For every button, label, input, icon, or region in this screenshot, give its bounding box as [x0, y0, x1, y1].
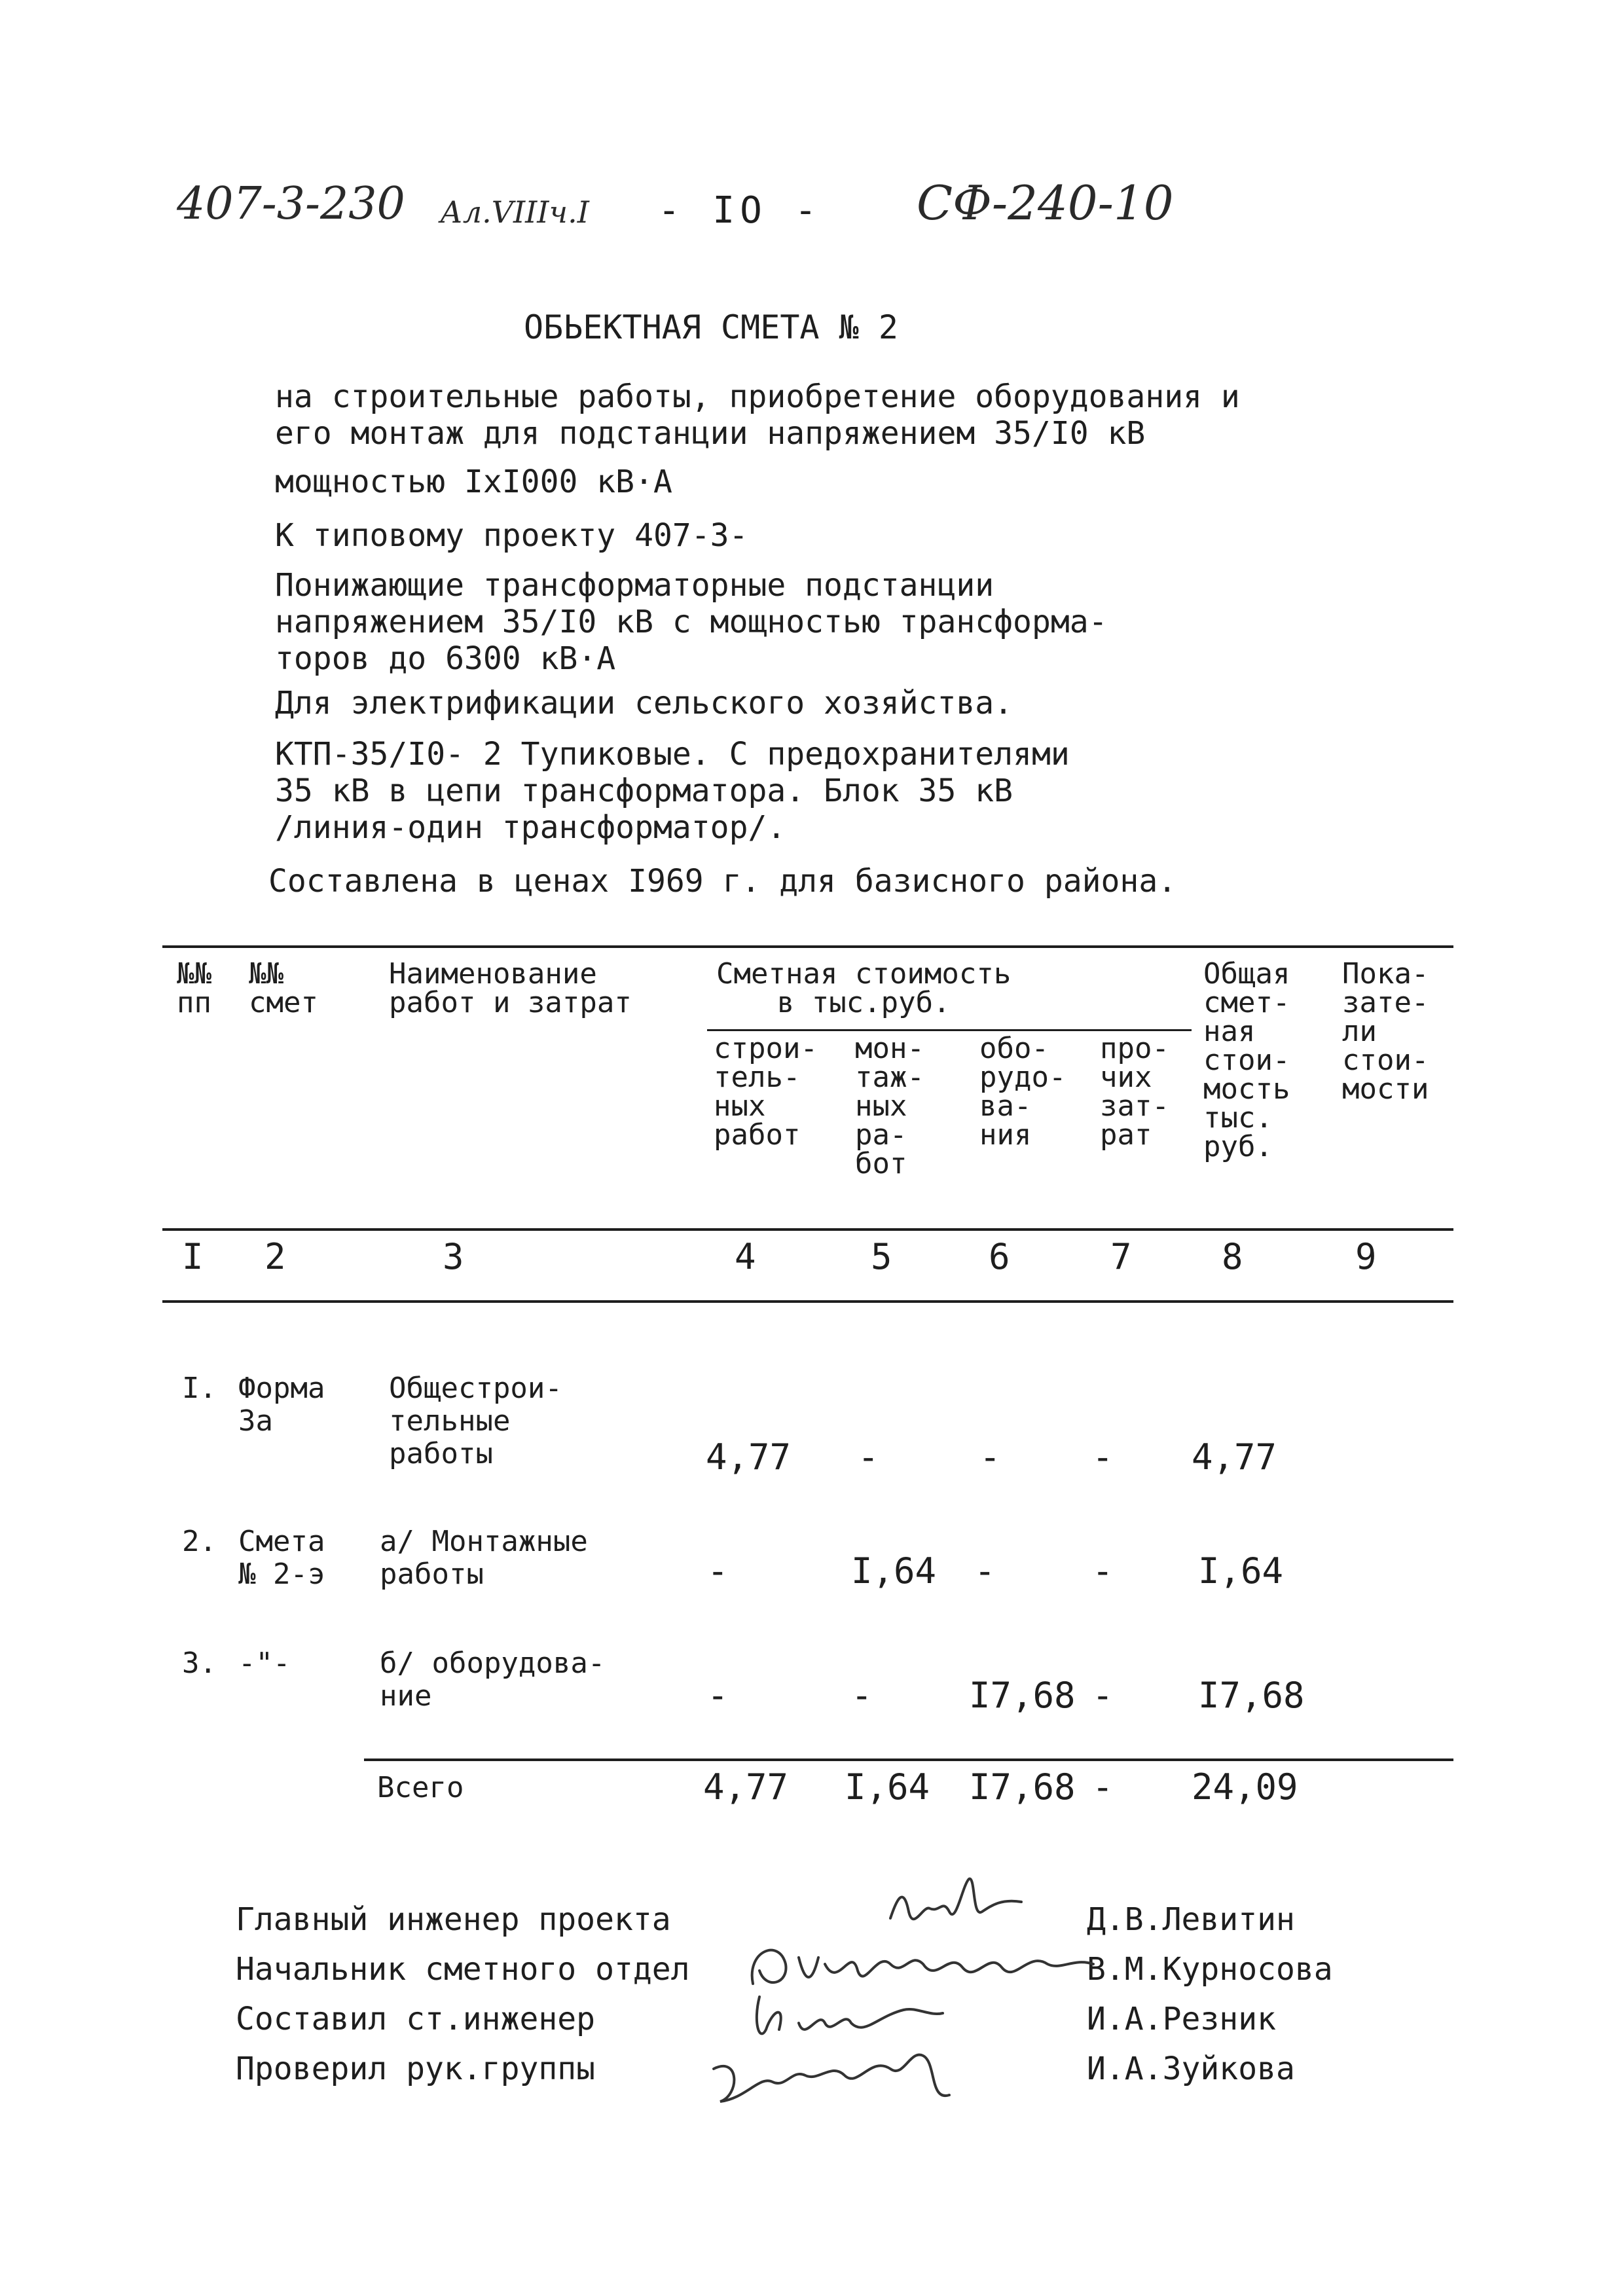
cell-equipment: - [974, 1550, 996, 1592]
column-numbers-top-rule [162, 1228, 1453, 1231]
substation-description: Понижающие трансформаторные подстанции напряжением 35/I0 кВ с мощностью трансформа- торов до 6300 кВ·А [275, 567, 1108, 677]
table-top-rule [162, 945, 1453, 948]
column-number: 2 [264, 1236, 286, 1277]
cell-construction: - [707, 1675, 729, 1716]
header-work-name: Наименование работ и затрат [389, 957, 632, 1019]
column-number: I [182, 1236, 204, 1277]
header-construction-works: строи- тель- ных работ [714, 1032, 818, 1152]
header-total-cost: Общая смет- ная стои- мость тыс. руб. [1203, 957, 1290, 1163]
table-row-number: 3. [182, 1647, 217, 1680]
header-estimate-number: №№ смет [249, 957, 318, 1019]
page-number: - IO - [658, 189, 822, 232]
cell-other: - [1092, 1436, 1114, 1478]
capacity-line: мощностью IxI000 кВ·А [275, 464, 672, 500]
header-equipment: обо- рудо- ва- ния [979, 1032, 1067, 1152]
cost-group-rule [707, 1029, 1192, 1031]
signature-role-chief-engineer: Главный инженер проекта [236, 1901, 671, 1938]
cell-other: - [1092, 1675, 1114, 1716]
column-number: 6 [989, 1236, 1010, 1277]
signature-role-checker: Проверил рук.группы [236, 2050, 596, 2087]
handwritten-signature-checker [701, 2036, 976, 2115]
column-number: 8 [1222, 1236, 1243, 1277]
cell-construction: - [707, 1550, 729, 1592]
cell-equipment: I7,68 [969, 1675, 1076, 1716]
total-overall: 24,09 [1192, 1766, 1298, 1808]
column-number: 3 [443, 1236, 464, 1277]
signature-role-compiler: Составил ст.инженер [236, 2001, 596, 2037]
total-other: - [1092, 1766, 1114, 1808]
signature-name-compiler: И.А.Резник [1087, 2001, 1276, 2037]
document-code: 407-3-230 [177, 178, 405, 230]
signature-name-chief-engineer: Д.В.Левитин [1087, 1901, 1295, 1938]
header-cost-indicators: Пока- зате- ли стои- мости [1342, 957, 1429, 1106]
table-row-estimate: Смета № 2-э [238, 1525, 325, 1591]
cell-construction: 4,77 [706, 1436, 792, 1478]
column-number: 9 [1355, 1236, 1377, 1277]
ktp-description: КТП-35/I0- 2 Тупиковые. С предохранителями 35 кВ в цепи трансформатора. Блок 35 кВ /линия-один трансформатор/. [275, 736, 1070, 846]
estimate-description: на строительные работы, приобретение оборудования и его монтаж для подстанции напряжением 35/I0 кВ [275, 378, 1240, 452]
table-row-name: Общестрои- тельные работы [389, 1372, 562, 1470]
pricing-basis: Составлена в ценах I969 г. для базисного района. [268, 863, 1177, 900]
signature-role-department-head: Начальник сметного отдел [236, 1951, 690, 1988]
cell-other: - [1092, 1550, 1114, 1592]
column-number: 4 [735, 1236, 756, 1277]
table-row-estimate: -"- [238, 1647, 291, 1680]
table-row-number: I. [182, 1372, 217, 1405]
total-rule [364, 1758, 1453, 1761]
cell-equipment: - [979, 1436, 1001, 1478]
column-number: 5 [871, 1236, 892, 1277]
table-row-name: а/ Монтажные работы [380, 1525, 588, 1591]
cell-total: 4,77 [1192, 1436, 1277, 1478]
page-title: ОБЬЕКТНАЯ СМЕТА № 2 [524, 308, 898, 346]
header-mounting-works: мон- таж- ных ра- бот [855, 1032, 924, 1180]
cell-mounting: - [858, 1436, 879, 1478]
header-estimated-cost: Сметная стоимость в тыс.руб. [716, 957, 1012, 1019]
table-row-name: б/ оборудова- ние [380, 1647, 606, 1713]
total-construction: 4,77 [703, 1766, 789, 1808]
album-reference: Ал.VIIIч.I [440, 194, 589, 230]
total-mounting: I,64 [845, 1766, 930, 1808]
cell-total: I7,68 [1198, 1675, 1305, 1716]
purpose-line: Для электрификации сельского хозяйства. [275, 685, 1013, 721]
cell-mounting: I,64 [851, 1550, 937, 1592]
signature-name-checker: И.А.Зуйкова [1087, 2050, 1295, 2087]
column-number: 7 [1110, 1236, 1132, 1277]
total-equipment: I7,68 [969, 1766, 1076, 1808]
sheet-code: СФ-240-10 [917, 175, 1174, 230]
total-label: Всего [377, 1771, 464, 1804]
cell-total: I,64 [1198, 1550, 1284, 1592]
project-reference: К типовому проекту 407-3- [275, 517, 748, 554]
table-row-number: 2. [182, 1525, 217, 1558]
header-row-number: №№ пп [177, 957, 211, 1019]
header-other-costs: про- чих зат- рат [1100, 1032, 1169, 1152]
signature-name-department-head: В.М.Курносова [1087, 1951, 1333, 1988]
cell-mounting: - [851, 1675, 873, 1716]
column-numbers-bottom-rule [162, 1300, 1453, 1303]
table-row-estimate: Форма 3а [238, 1372, 325, 1438]
